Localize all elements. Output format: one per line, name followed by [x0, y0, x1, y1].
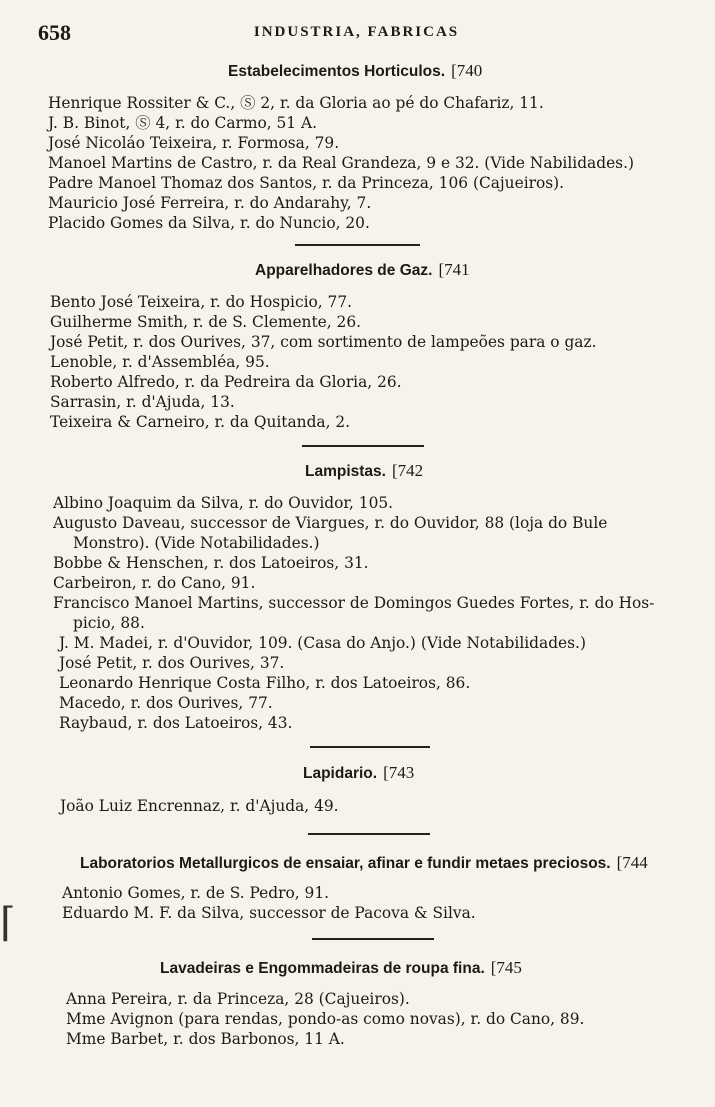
list-item: Placido Gomes da Silva, r. do Nuncio, 20.: [48, 214, 370, 232]
page-number: 658: [38, 20, 71, 45]
list-item: Lenoble, r. d'Assembléa, 95.: [50, 353, 270, 371]
section-title-text: Lapidario.: [303, 765, 378, 782]
list-item: Mauricio José Ferreira, r. do Andarahy, 7.: [48, 194, 372, 212]
list-item: Raybaud, r. dos Latoeiros, 43.: [59, 714, 293, 732]
list-item: Leonardo Henrique Costa Filho, r. dos Latoeiros, 86.: [59, 674, 471, 692]
list-item: Bento José Teixeira, r. do Hospicio, 77.: [50, 293, 353, 311]
list-item: picio, 88.: [73, 614, 145, 632]
section-title-740: [228, 61, 482, 81]
list-item: Guilherme Smith, r. de S. Clemente, 26.: [50, 313, 362, 331]
list-item: J. B. Binot, Ⓢ 4, r. do Carmo, 51 A.: [48, 114, 317, 132]
list-item: Antonio Gomes, r. de S. Pedro, 91.: [62, 884, 330, 902]
margin-bracket-mark: ⌈: [0, 900, 16, 946]
section-title-743: [303, 763, 414, 783]
section-title-text: Lavadeiras e Engommadeiras de roupa fina.: [160, 960, 485, 977]
list-item: José Nicoláo Teixeira, r. Formosa, 79.: [48, 134, 340, 152]
section-title-text: Estabelecimentos Horticulos.: [228, 63, 446, 80]
list-item: Mme Barbet, r. dos Barbonos, 11 A.: [66, 1030, 345, 1048]
list-item: Anna Pereira, r. da Princeza, 28 (Cajueiros).: [66, 990, 410, 1008]
section-divider: [302, 445, 424, 447]
section-title-744: [80, 853, 648, 873]
section-code: [745: [490, 958, 522, 977]
list-item: Carbeiron, r. do Cano, 91.: [53, 574, 256, 592]
list-item: Monstro). (Vide Notabilidades.): [73, 534, 320, 552]
list-item: Augusto Daveau, successor de Viargues, r. do Ouvidor, 88 (loja do Bule: [53, 514, 608, 532]
section-divider: [295, 244, 420, 246]
section-code: [744: [616, 853, 648, 872]
list-item: José Petit, r. dos Ourives, 37.: [59, 654, 285, 672]
list-item: José Petit, r. dos Ourives, 37, com sortimento de lampeões para o gaz.: [50, 333, 597, 351]
section-code: [743: [383, 763, 415, 782]
section-code: [742: [391, 461, 424, 480]
list-item: Francisco Manoel Martins, successor de Domingos Guedes Fortes, r. do Hos-: [53, 594, 655, 612]
list-item: Sarrasin, r. d'Ajuda, 13.: [50, 393, 235, 411]
list-item: Teixeira & Carneiro, r. da Quitanda, 2.: [50, 413, 351, 431]
list-item: Roberto Alfredo, r. da Pedreira da Gloria, 26.: [50, 373, 402, 391]
list-item: Manoel Martins de Castro, r. da Real Grandeza, 9 e 32. (Vide Nabilidades.): [48, 154, 634, 172]
running-head: INDUSTRIA, FABRICAS: [253, 24, 460, 40]
page-header: [38, 20, 675, 50]
list-item: Eduardo M. F. da Silva, successor de Pacova & Silva.: [62, 904, 476, 922]
list-item: Mme Avignon (para rendas, pondo-as como novas), r. do Cano, 89.: [66, 1010, 585, 1028]
list-item: Macedo, r. dos Ourives, 77.: [59, 694, 273, 712]
list-item: João Luiz Encrennaz, r. d'Ajuda, 49.: [60, 797, 339, 815]
section-title-text: Lampistas.: [305, 463, 386, 480]
list-item: Albino Joaquim da Silva, r. do Ouvidor, 105.: [53, 494, 394, 512]
list-item: Henrique Rossiter & C., Ⓢ 2, r. da Gloria ao pé do Chafariz, 11.: [48, 94, 544, 112]
section-divider: [310, 746, 430, 748]
list-item: J. M. Madei, r. d'Ouvidor, 109. (Casa do Anjo.) (Vide Notabilidades.): [59, 634, 586, 652]
list-item: Padre Manoel Thomaz dos Santos, r. da Princeza, 106 (Cajueiros).: [48, 174, 565, 192]
section-title-745: [160, 958, 522, 978]
section-code: [741: [438, 260, 470, 279]
section-title-text: Apparelhadores de Gaz.: [255, 262, 433, 279]
section-title-742: [305, 461, 423, 481]
section-divider: [308, 833, 430, 835]
list-item: Bobbe & Henschen, r. dos Latoeiros, 31.: [53, 554, 369, 572]
section-title-text: Laboratorios Metallurgicos de ensaiar, afinar e fundir metaes preciosos.: [80, 855, 611, 872]
section-code: [740: [451, 61, 483, 80]
section-title-741: [255, 260, 470, 280]
section-divider: [312, 938, 434, 940]
